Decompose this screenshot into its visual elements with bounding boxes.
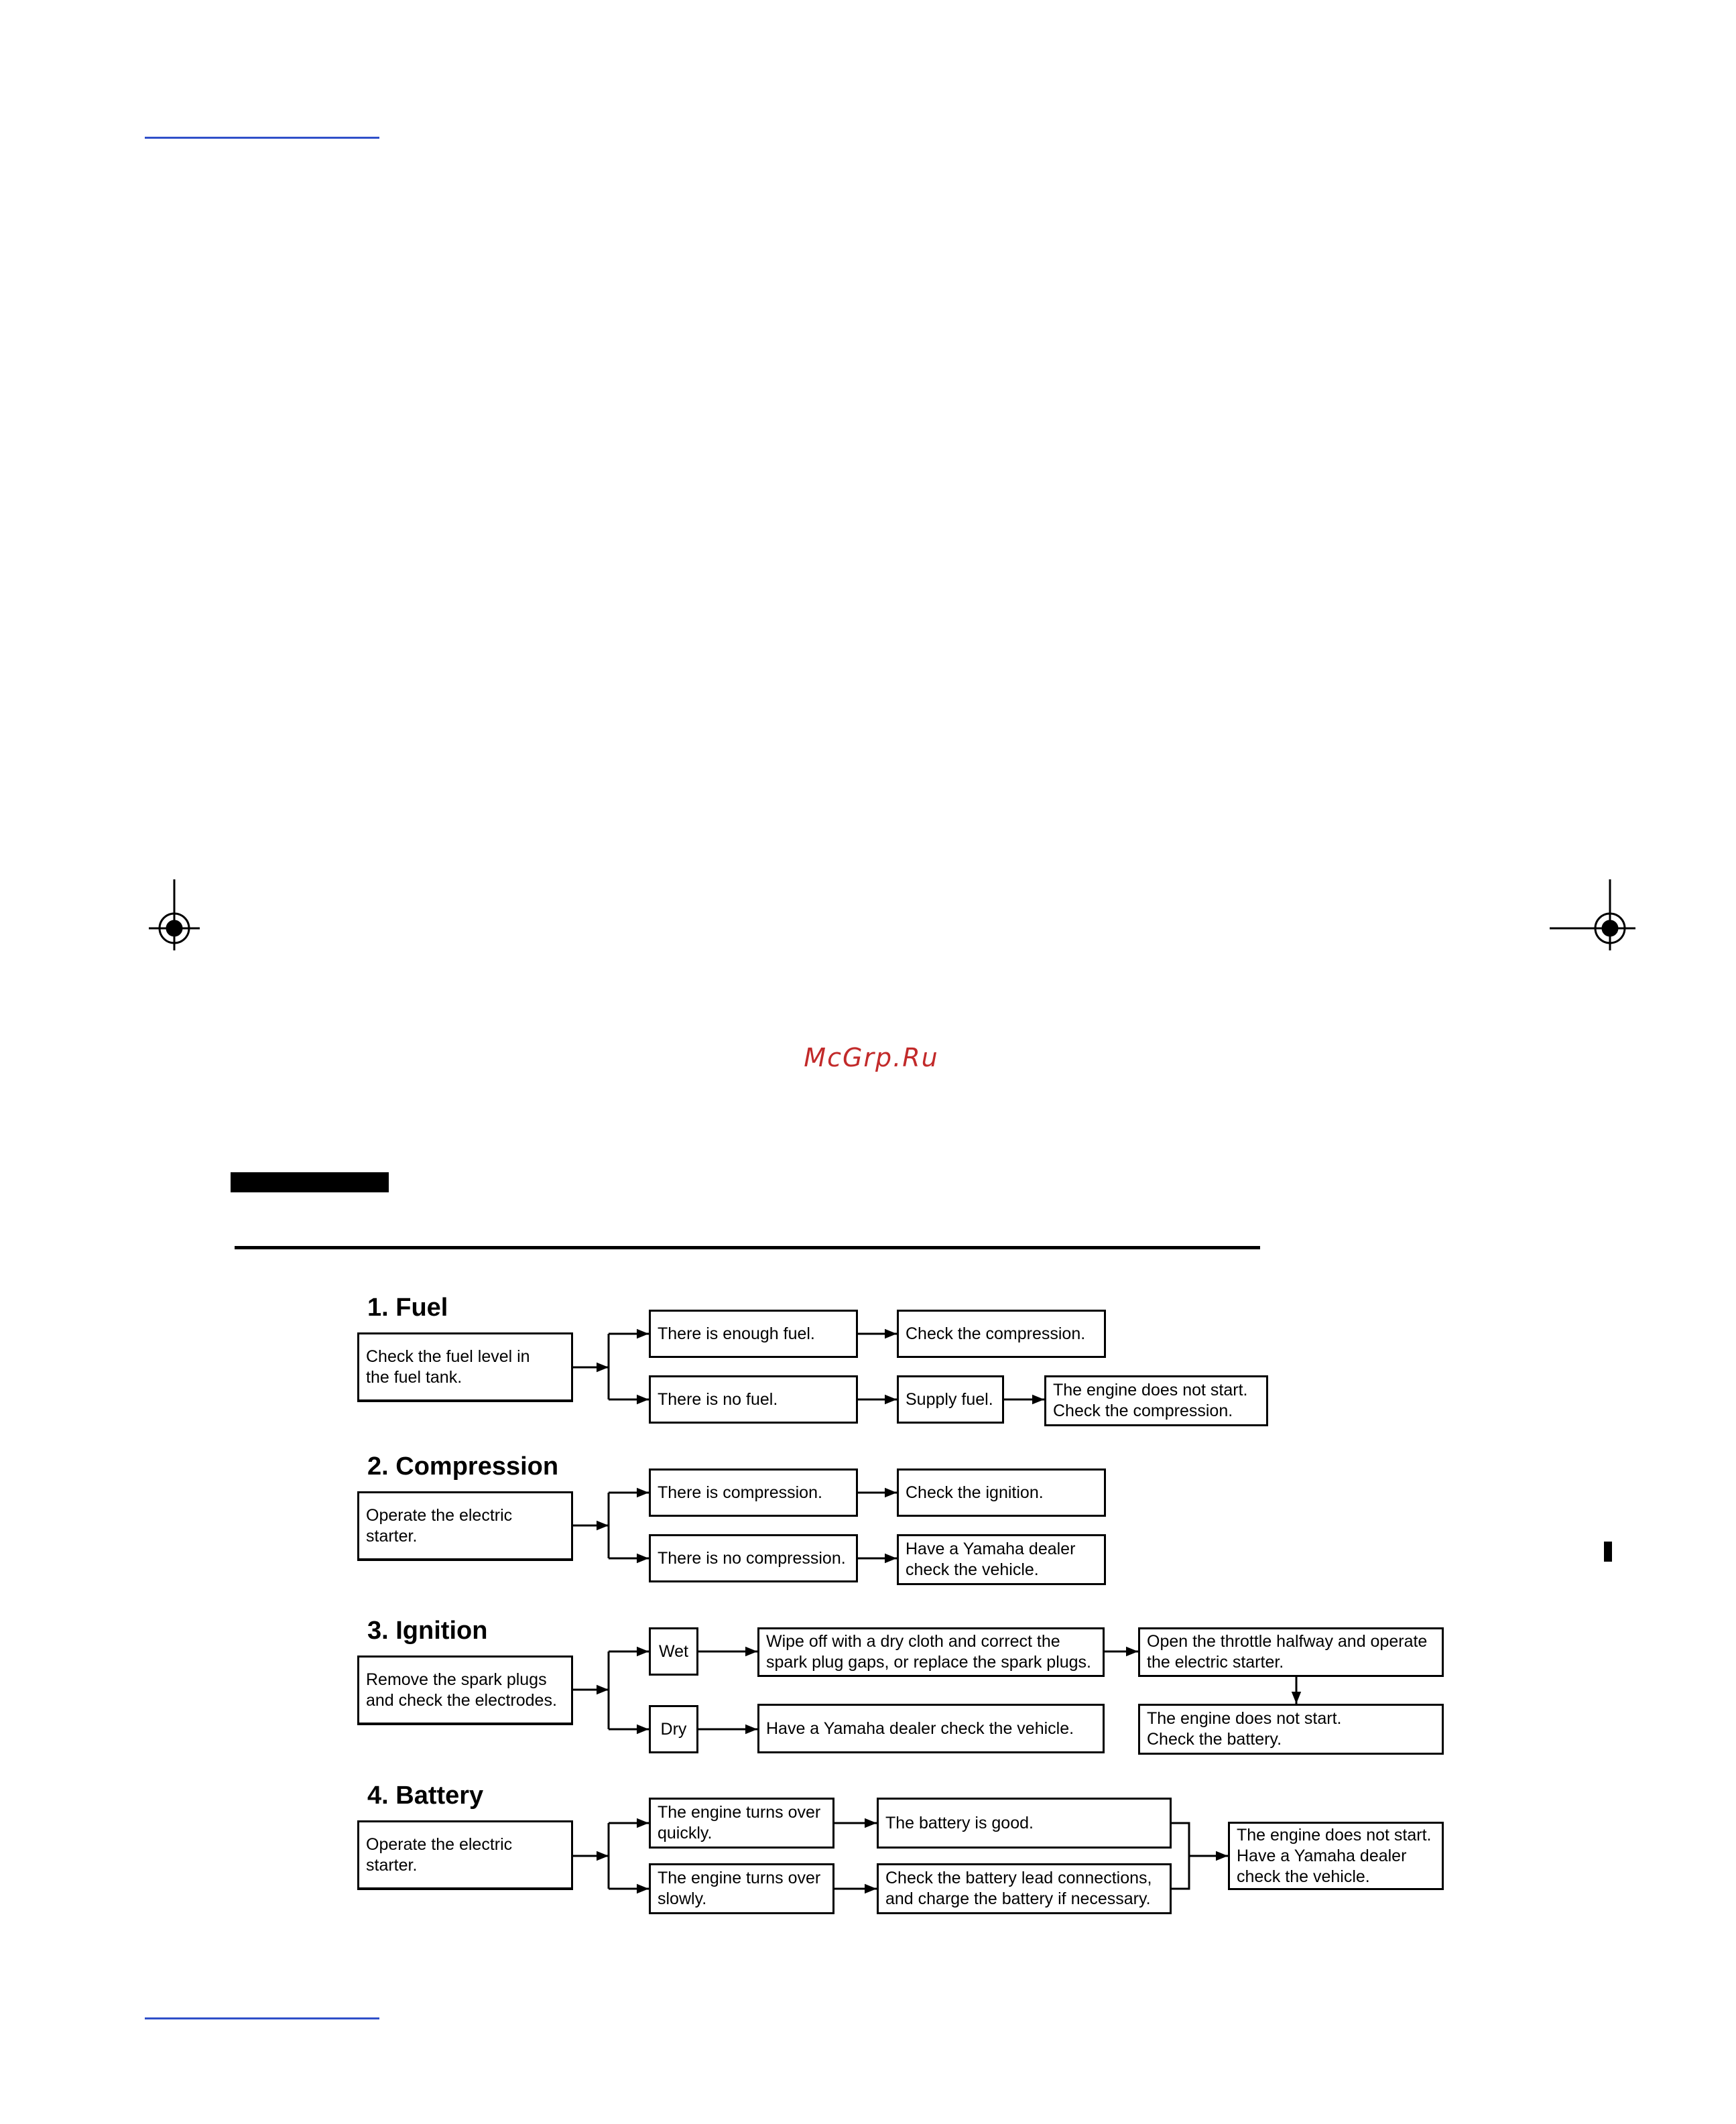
fuel-start-box: Check the fuel level in the fuel tank. <box>357 1332 573 1402</box>
fuel-step-supply-fuel: Supply fuel. <box>897 1375 1004 1424</box>
ignition-step-engine-no-start: The engine does not start. Check the battery. <box>1138 1704 1444 1755</box>
compression-step-check-ignition: Check the ignition. <box>897 1469 1106 1517</box>
battery-branch-slow: The engine turns over slowly. <box>649 1863 834 1914</box>
section-title-battery: 4. Battery <box>367 1782 484 1810</box>
fuel-step-check-compression: Check the compression. <box>897 1310 1106 1358</box>
ignition-step-wipe-plugs: Wipe off with a dry cloth and correct the spark plug gaps, or replace the spark plugs. <box>757 1627 1105 1677</box>
ignition-step-dealer: Have a Yamaha dealer check the vehicle. <box>757 1704 1105 1753</box>
battery-start-box: Operate the electric starter. <box>357 1820 573 1890</box>
compression-start-box: Operate the electric starter. <box>357 1491 573 1561</box>
compression-branch-yes: There is compression. <box>649 1469 858 1517</box>
battery-step-check-leads: Check the battery lead connections, and charge the battery if necessary. <box>877 1863 1172 1914</box>
ignition-step-open-throttle: Open the throttle halfway and operate the electric starter. <box>1138 1627 1444 1677</box>
battery-branch-quick: The engine turns over quickly. <box>649 1798 834 1849</box>
section-title-fuel: 1. Fuel <box>367 1294 448 1322</box>
fuel-step-engine-no-start: The engine does not start. Check the compression. <box>1044 1375 1268 1426</box>
compression-step-dealer: Have a Yamaha dealer check the vehicle. <box>897 1534 1106 1585</box>
compression-branch-no: There is no compression. <box>649 1534 858 1582</box>
ignition-branch-wet: Wet <box>649 1627 698 1676</box>
battery-merge-connector <box>1172 1823 1189 1889</box>
battery-step-battery-good: The battery is good. <box>877 1798 1172 1849</box>
section-title-ignition: 3. Ignition <box>367 1617 488 1645</box>
battery-final-dealer: The engine does not start. Have a Yamaha dealer check the vehicle. <box>1228 1822 1444 1890</box>
watermark: McGrp.Ru <box>804 1043 939 1072</box>
section-title-compression: 2. Compression <box>367 1452 559 1481</box>
fuel-branch-enough: There is enough fuel. <box>649 1310 858 1358</box>
ignition-start-box: Remove the spark plugs and check the electrodes. <box>357 1656 573 1725</box>
fuel-branch-none: There is no fuel. <box>649 1375 858 1424</box>
ignition-branch-dry: Dry <box>649 1705 698 1753</box>
